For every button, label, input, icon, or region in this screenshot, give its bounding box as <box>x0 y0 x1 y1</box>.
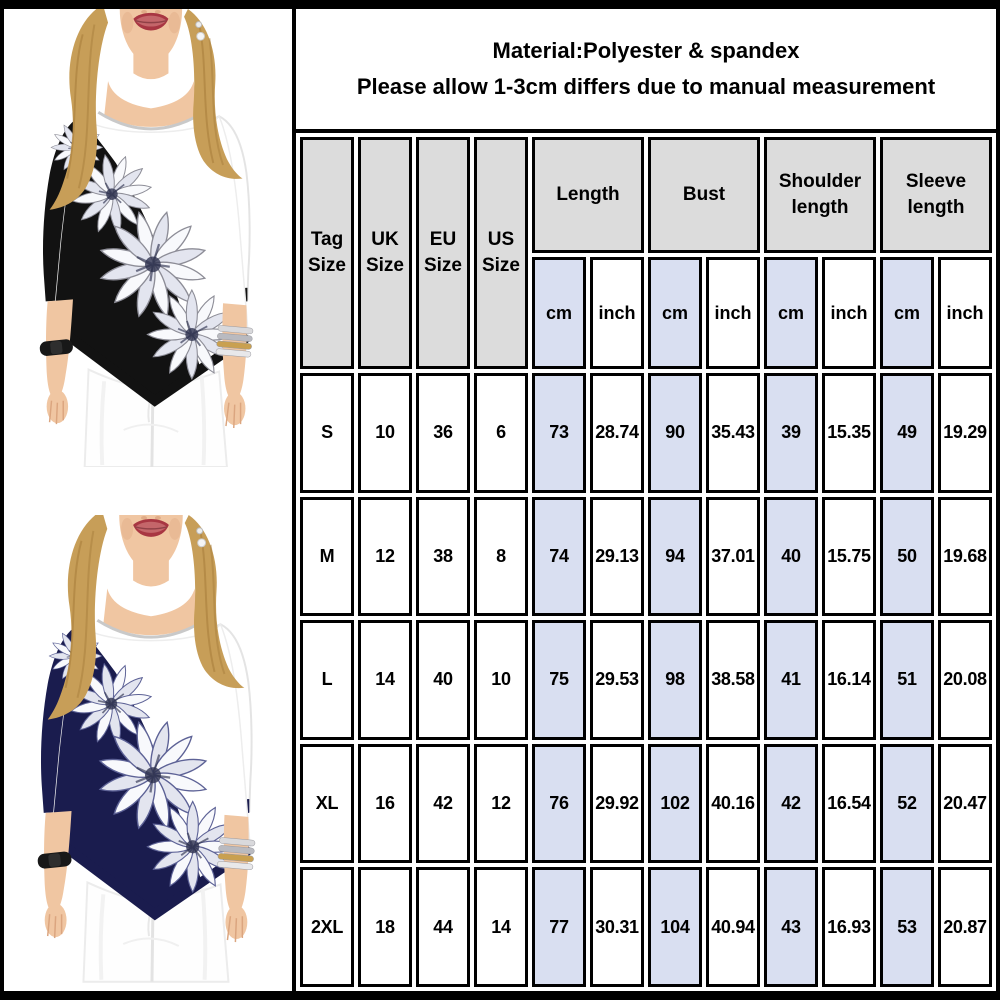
size-cell: 28.74 <box>590 373 644 493</box>
product-photo-black-variant <box>4 9 292 467</box>
size-cell: 53 <box>880 867 934 987</box>
size-cell: 16.54 <box>822 744 876 864</box>
tolerance-line: Please allow 1-3cm differs due to manual measurement <box>356 74 936 99</box>
size-cell: 10 <box>358 373 412 493</box>
size-cell: 43 <box>764 867 818 987</box>
size-cell: 16.93 <box>822 867 876 987</box>
size-cell: 50 <box>880 497 934 617</box>
size-cell: 40.16 <box>706 744 760 864</box>
col-header-tag-size: Tag Size <box>300 137 354 369</box>
size-cell: 51 <box>880 620 934 740</box>
size-cell: 41 <box>764 620 818 740</box>
size-cell: 14 <box>358 620 412 740</box>
col-header-eu-size: EU Size <box>416 137 470 369</box>
size-cell: 76 <box>532 744 586 864</box>
size-cell: 19.68 <box>938 497 992 617</box>
size-cell: 6 <box>474 373 528 493</box>
group-header-bust: Bust <box>648 137 760 253</box>
table-row-s <box>300 373 992 493</box>
model-illustration-black <box>4 9 292 467</box>
product-photo-navy-variant <box>4 515 292 988</box>
size-cell: XL <box>300 744 354 864</box>
size-cell: 40.94 <box>706 867 760 987</box>
size-cell: 12 <box>358 497 412 617</box>
size-cell: 98 <box>648 620 702 740</box>
size-cell: 15.35 <box>822 373 876 493</box>
unit-header: inch <box>938 257 992 369</box>
size-cell: 38 <box>416 497 470 617</box>
size-cell: 29.53 <box>590 620 644 740</box>
size-cell: 39 <box>764 373 818 493</box>
size-cell: 77 <box>532 867 586 987</box>
size-cell: 40 <box>764 497 818 617</box>
size-cell: 42 <box>764 744 818 864</box>
group-header-shoulder-length: Shoulder length <box>764 137 876 253</box>
size-cell: 15.75 <box>822 497 876 617</box>
material-line: Material:Polyester & spandex <box>492 38 800 63</box>
size-cell: 10 <box>474 620 528 740</box>
size-cell: 35.43 <box>706 373 760 493</box>
size-cell: 30.31 <box>590 867 644 987</box>
size-cell: 20.08 <box>938 620 992 740</box>
size-table-grid <box>296 133 996 991</box>
left-frame-border <box>0 0 4 1000</box>
size-cell: 18 <box>358 867 412 987</box>
bottom-frame-bar <box>0 991 1000 1000</box>
size-cell: 49 <box>880 373 934 493</box>
size-cell: 29.92 <box>590 744 644 864</box>
size-cell: 8 <box>474 497 528 617</box>
size-cell: 42 <box>416 744 470 864</box>
size-cell: M <box>300 497 354 617</box>
unit-header: cm <box>764 257 818 369</box>
vertical-divider <box>292 9 296 991</box>
size-cell: 73 <box>532 373 586 493</box>
size-cell: 19.29 <box>938 373 992 493</box>
size-cell: 75 <box>532 620 586 740</box>
size-cell: 29.13 <box>590 497 644 617</box>
size-cell: 44 <box>416 867 470 987</box>
material-note <box>296 9 996 133</box>
size-cell: 52 <box>880 744 934 864</box>
size-cell: 20.47 <box>938 744 992 864</box>
size-cell: L <box>300 620 354 740</box>
size-cell: 16.14 <box>822 620 876 740</box>
size-cell: S <box>300 373 354 493</box>
size-cell: 12 <box>474 744 528 864</box>
size-table <box>296 133 996 991</box>
size-cell: 102 <box>648 744 702 864</box>
unit-header: cm <box>648 257 702 369</box>
unit-header: inch <box>822 257 876 369</box>
right-frame-border <box>996 0 1000 1000</box>
size-cell: 74 <box>532 497 586 617</box>
model-illustration-navy <box>4 515 292 988</box>
size-cell: 37.01 <box>706 497 760 617</box>
table-row-m <box>300 497 992 617</box>
unit-header: cm <box>532 257 586 369</box>
group-header-length: Length <box>532 137 644 253</box>
size-cell: 16 <box>358 744 412 864</box>
size-cell: 104 <box>648 867 702 987</box>
size-cell: 40 <box>416 620 470 740</box>
unit-header: inch <box>706 257 760 369</box>
table-row-xl <box>300 744 992 864</box>
size-cell: 90 <box>648 373 702 493</box>
size-cell: 14 <box>474 867 528 987</box>
size-cell: 36 <box>416 373 470 493</box>
table-row-2xl <box>300 867 992 987</box>
size-cell: 2XL <box>300 867 354 987</box>
table-row-l <box>300 620 992 740</box>
col-header-us-size: US Size <box>474 137 528 369</box>
col-header-uk-size: UK Size <box>358 137 412 369</box>
size-cell: 38.58 <box>706 620 760 740</box>
size-cell: 94 <box>648 497 702 617</box>
top-frame-bar <box>0 0 1000 9</box>
unit-header: cm <box>880 257 934 369</box>
group-header-sleeve-length: Sleeve length <box>880 137 992 253</box>
unit-header: inch <box>590 257 644 369</box>
size-cell: 20.87 <box>938 867 992 987</box>
